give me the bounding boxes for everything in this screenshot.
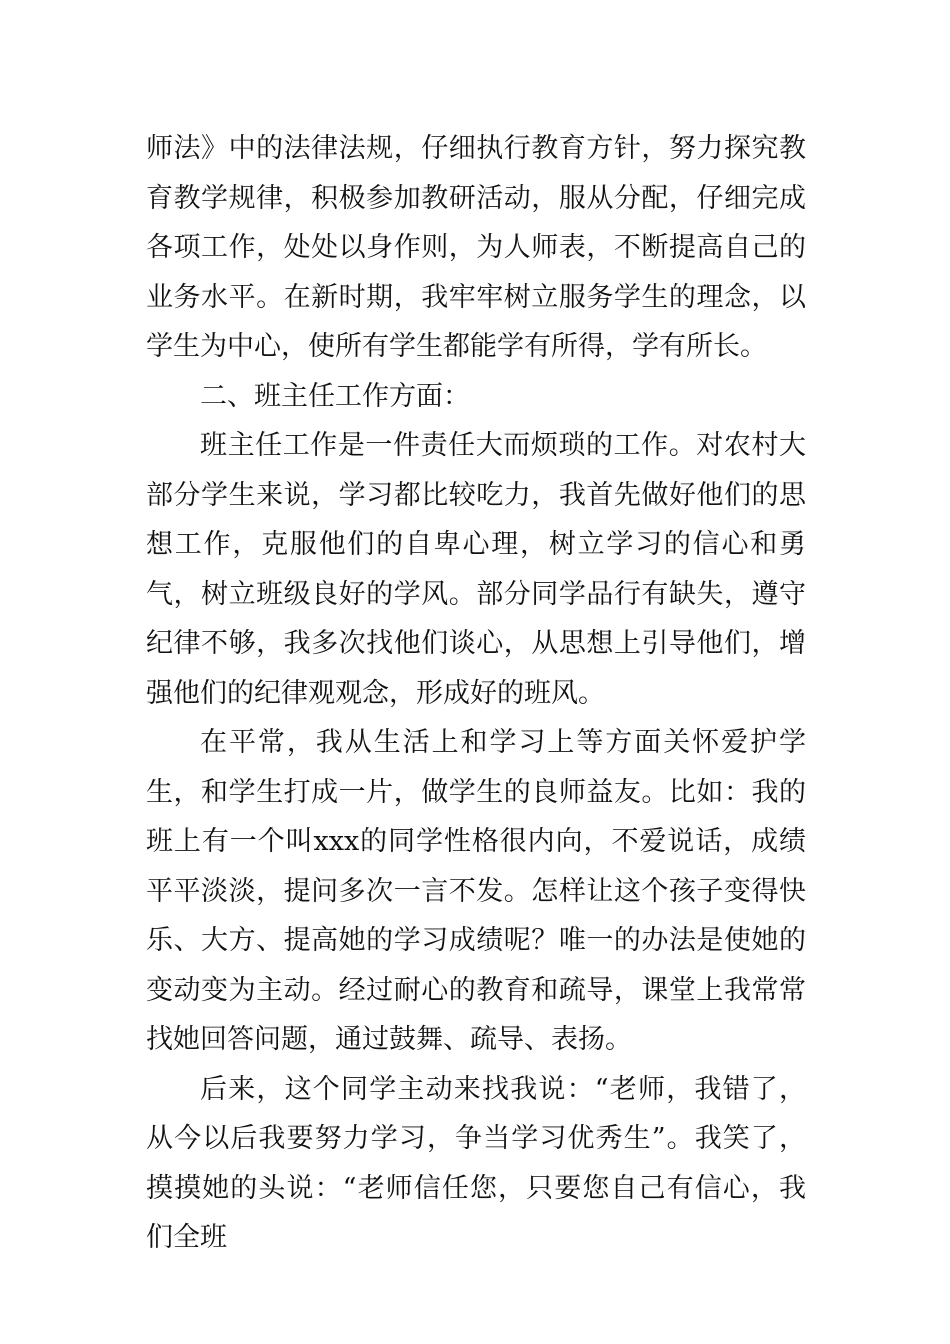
paragraph: 后来，这个同学主动来找我说：“老师，我错了，从今以后我要努力学习，争当学习优秀生”。我笑了，摸摸她的头说：“老师信任您，只要您自己有信心，我们全班 xyxy=(146,1073,806,1253)
paragraph: 班主任工作是一件责任大而烦琐的工作。对农村大部分学生来说，学习都比较吃力，我首先做好他们的思想工作，克服他们的自卑心理，树立学习的信心和勇气，树立班级良好的学风。部分同学品行有缺失，遵守纪律不够，我多次找他们谈心，从思想上引导他们，增强他们的纪律观观念，形成好的班风。 xyxy=(146,430,806,709)
paragraph: 在平常，我从生活上和学习上等方面关怀爱护学生，和学生打成一片，做学生的良师益友。比如：我的班上有一个叫xxx的同学性格很内向，不爱说话，成绩平平淡淡，提问多次一言不发。怎样让这个孩子变得快乐、大方、提高她的学习成绩呢？唯一的办法是使她的变动变为主动。经过耐心的教育和疏导，课堂上我常常找她回答问题，通过鼓舞、疏导、表扬。 xyxy=(146,727,806,1055)
document-body xyxy=(146,124,806,1263)
paragraph-continuation: 师法》中的法律法规，仔细执行教育方针，努力探究教育教学规律，积极参加教研活动，服从分配，仔细完成各项工作，处处以身作则，为人师表，不断提高自己的业务水平。在新时期，我牢牢树立服务学生的理念，以学生为中心，使所有学生都能学有所得，学有所长。 xyxy=(146,133,806,362)
section-heading: 二、班主任工作方面： xyxy=(200,380,470,412)
